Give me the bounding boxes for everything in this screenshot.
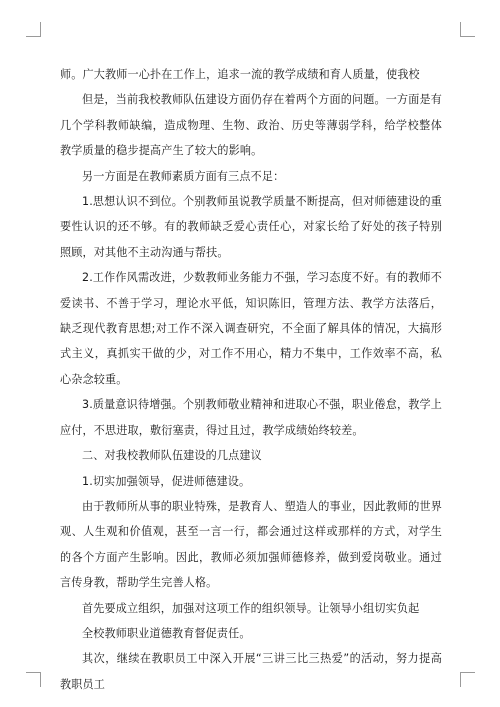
paragraph-second-activity: 其次，继续在教职员工中深入开展“三讲三比三热爱”的活动，努力提高教职员工 [60, 652, 442, 691]
paragraph-quality-intro: 另一方面是在教师素质方面有三点不足： [82, 169, 285, 183]
crop-mark-top-right [460, 22, 475, 37]
paragraph-point-1: 1.思想认识不到位。个别教师虽说教学质量不断提高，但对师德建设的重要性认识的还不够。有的教师缺乏爱心责任心，对家长给了好处的孩子特别照顾，对其他不主动沟通与帮扶。 [60, 195, 442, 259]
paragraph-problems-overview: 但是，当前我校教师队伍建设方面仍存在着两个方面的问题。一方面是有几个学科教师缺编，造成物理、生物、政治、历史等薄弱学科，给学校整体教学质量的稳步提高产生了较大的影响。 [60, 93, 442, 158]
paragraph-teacher-profession: 由于教师所从事的职业特殊，是教育人、塑造人的事业，因此教师的世界观、人生观和价值观，甚至一言一行，都会通过这样或那样的方式，对学生的各个方面产生影响。因此，教师必须加强师德修养，做到爱岗敬业。通过言传身教，帮助学生完善人格。 [60, 499, 442, 590]
paragraph-point-2: 2.工作作风需改进，少数教师业务能力不强，学习态度不好。有的教师不爱读书、不善于学习，理论水平低，知识陈旧，管理方法、教学方法落后，缺乏现代教育思想;对工作不深入调查研究，不全面了解具体的情况，大搞形式主义，真抓实干做的少，对工作不用心，精力不集中，工作效率不高，私心杂念较重。 [60, 271, 442, 386]
paragraph-continuation: 师。广大教师一心扑在工作上，追求一流的教学成绩和育人质量，使我校 [60, 68, 420, 81]
subheading-strengthen-leadership: 1.切实加强领导，促进师德建设。 [82, 474, 251, 488]
paragraph-point-3: 3.质量意识待增强。个别教师敬业精神和进取心不强，职业倦怠，教学上应付，不思进取，敷衍塞责，得过且过，教学成绩始终较差。 [60, 398, 442, 437]
crop-mark-bottom-left [26, 672, 41, 687]
crop-mark-bottom-right [460, 672, 475, 687]
crop-mark-top-left [26, 22, 41, 37]
paragraph-supervision: 全校教师职业道德教育督促责任。 [82, 626, 251, 640]
document-page [60, 62, 442, 697]
section-heading-suggestions: 二、对我校教师队伍建设的几点建议 [82, 449, 262, 463]
paragraph-first-organize: 首先要成立组织，加强对这项工作的组织领导。让领导小组切实负起 [82, 601, 420, 615]
